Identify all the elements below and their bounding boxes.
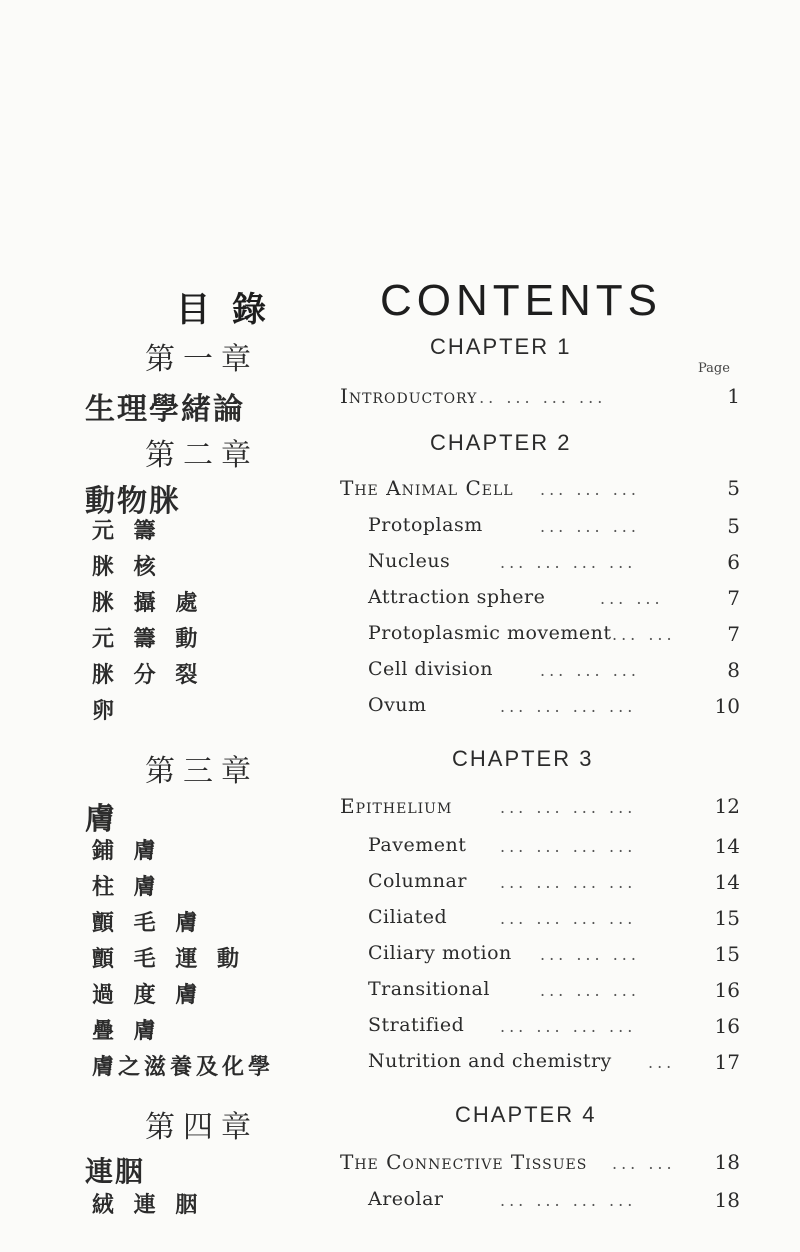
toc-entry[interactable]: [0, 658, 800, 692]
chapter-title-chinese: 第四章: [145, 1110, 259, 1145]
entry-title-english: Columnar: [368, 870, 467, 892]
entry-title-chinese: 疊 膚: [92, 1018, 162, 1044]
title-english: CONTENTS: [380, 276, 662, 325]
chapter-title-english: CHAPTER 1: [430, 334, 572, 359]
entry-title-chinese: 過 度 膚: [92, 982, 204, 1008]
toc-entry[interactable]: [0, 1050, 800, 1084]
leader-dots: ... ... ... ...: [500, 909, 637, 928]
toc-entry[interactable]: [0, 550, 800, 584]
leader-dots: ... ... ...: [540, 661, 640, 680]
toc-entry[interactable]: [0, 514, 800, 548]
entry-title-english: Protoplasm: [368, 514, 483, 536]
page-number: 18: [714, 1150, 740, 1174]
entry-title-chinese: 元 籌 動: [92, 626, 204, 652]
entry-title-english: Pavement: [368, 834, 467, 856]
entry-title-english: The Connective Tissues: [340, 1150, 588, 1174]
entry-title-english: Transitional: [368, 978, 490, 1000]
entry-title-chinese: 膚之滋養及化學: [92, 1054, 275, 1080]
entry-title-chinese: 脒 分 裂: [92, 662, 204, 688]
entry-title-english: The Animal Cell: [340, 476, 514, 500]
entry-title-chinese: 連胭: [85, 1155, 146, 1188]
leader-dots: ... ... ...: [540, 517, 640, 536]
toc-entry[interactable]: [0, 794, 800, 837]
leader-dots: ... ... ...: [540, 945, 640, 964]
leader-dots: ... ...: [600, 589, 664, 608]
leader-dots: ... ...: [612, 625, 676, 644]
entry-title-english: Ciliary motion: [368, 942, 512, 964]
chapter-heading: [0, 1102, 800, 1145]
page-number: 17: [714, 1050, 740, 1074]
page-column-label: Page: [698, 361, 730, 376]
entry-title-english: Epithelium: [340, 794, 453, 818]
entry-title-english: Ciliated: [368, 906, 448, 928]
entry-title-chinese: 元 籌: [92, 518, 162, 544]
toc-entry[interactable]: [0, 942, 800, 976]
page-number: 1: [727, 384, 740, 408]
page-number: 7: [727, 586, 740, 610]
toc-entry[interactable]: [0, 1014, 800, 1048]
toc-entry[interactable]: [0, 906, 800, 940]
leader-dots: ... ... ...: [540, 981, 640, 1000]
page-number: 15: [714, 942, 740, 966]
entry-title-english: Protoplasmic movement: [368, 622, 612, 644]
chapter-title-english: CHAPTER 4: [455, 1102, 597, 1127]
toc-entry[interactable]: [0, 834, 800, 868]
title-chinese: 目錄: [176, 290, 288, 330]
entry-title-chinese: 生理學緒論: [85, 392, 245, 427]
entry-title-chinese: 顫 毛 膚: [92, 910, 204, 936]
entry-title-chinese: 絨 連 胭: [92, 1192, 204, 1218]
page-number: 7: [727, 622, 740, 646]
entry-title-english: Attraction sphere: [368, 586, 546, 608]
entry-title-chinese: 卵: [92, 698, 121, 724]
entry-title-chinese: 動物脒: [85, 484, 181, 519]
chapter-title-chinese: 第一章: [145, 342, 259, 377]
chapter-heading: [0, 746, 800, 789]
chapter-title-english: CHAPTER 2: [430, 430, 572, 455]
page-number: 6: [727, 550, 740, 574]
entry-title-english: Introductory: [340, 384, 478, 408]
page-number: 15: [714, 906, 740, 930]
leader-dots: ... ... ...: [540, 480, 640, 499]
toc-entry[interactable]: [0, 384, 800, 427]
page-number: 16: [714, 978, 740, 1002]
leader-dots: ... ... ... ...: [500, 553, 637, 572]
leader-dots: ... ... ... ...: [470, 388, 607, 407]
toc-entry[interactable]: [0, 694, 800, 728]
entry-title-chinese: 脒 攝 處: [92, 590, 204, 616]
toc-entry[interactable]: [0, 870, 800, 904]
entry-title-chinese: 脒 核: [92, 554, 162, 580]
contents-header: [0, 270, 800, 330]
leader-dots: ... ... ... ...: [500, 1191, 637, 1210]
toc-entry[interactable]: [0, 622, 800, 656]
toc-entry[interactable]: [0, 1150, 800, 1188]
page-number: 5: [727, 514, 740, 538]
entry-title-english: Ovum: [368, 694, 427, 716]
chapter-title-chinese: 第二章: [145, 438, 259, 473]
entry-title-english: Nucleus: [368, 550, 451, 572]
leader-dots: ... ... ... ...: [500, 837, 637, 856]
leader-dots: ...: [648, 1053, 676, 1072]
toc-entry[interactable]: [0, 476, 800, 519]
entry-title-english: Areolar: [368, 1188, 444, 1210]
leader-dots: ... ... ... ...: [500, 798, 637, 817]
entry-title-english: Nutrition and chemistry: [368, 1050, 612, 1072]
leader-dots: ... ... ... ...: [500, 873, 637, 892]
chapter-heading: [0, 430, 800, 473]
page-number: 5: [727, 476, 740, 500]
chapter-title-english: CHAPTER 3: [452, 746, 594, 771]
page-number: 14: [714, 834, 740, 858]
entry-title-chinese: 顫 毛 運 動: [92, 946, 245, 972]
leader-dots: ... ...: [612, 1154, 676, 1173]
page-number: 12: [714, 794, 740, 818]
page-number: 16: [714, 1014, 740, 1038]
entry-title-english: Cell division: [368, 658, 494, 680]
page-number: 18: [714, 1188, 740, 1212]
leader-dots: ... ... ... ...: [500, 1017, 637, 1036]
entry-title-chinese: 膚: [85, 802, 117, 837]
entry-title-chinese: 鋪 膚: [92, 838, 162, 864]
toc-entry[interactable]: [0, 1188, 800, 1222]
entry-title-english: Stratified: [368, 1014, 465, 1036]
entry-title-chinese: 柱 膚: [92, 874, 162, 900]
page-number: 14: [714, 870, 740, 894]
page-number: 10: [714, 694, 740, 718]
toc-entry[interactable]: [0, 586, 800, 620]
chapter-title-chinese: 第三章: [145, 754, 259, 789]
leader-dots: ... ... ... ...: [500, 697, 637, 716]
toc-entry[interactable]: [0, 978, 800, 1012]
page-number: 8: [727, 658, 740, 682]
